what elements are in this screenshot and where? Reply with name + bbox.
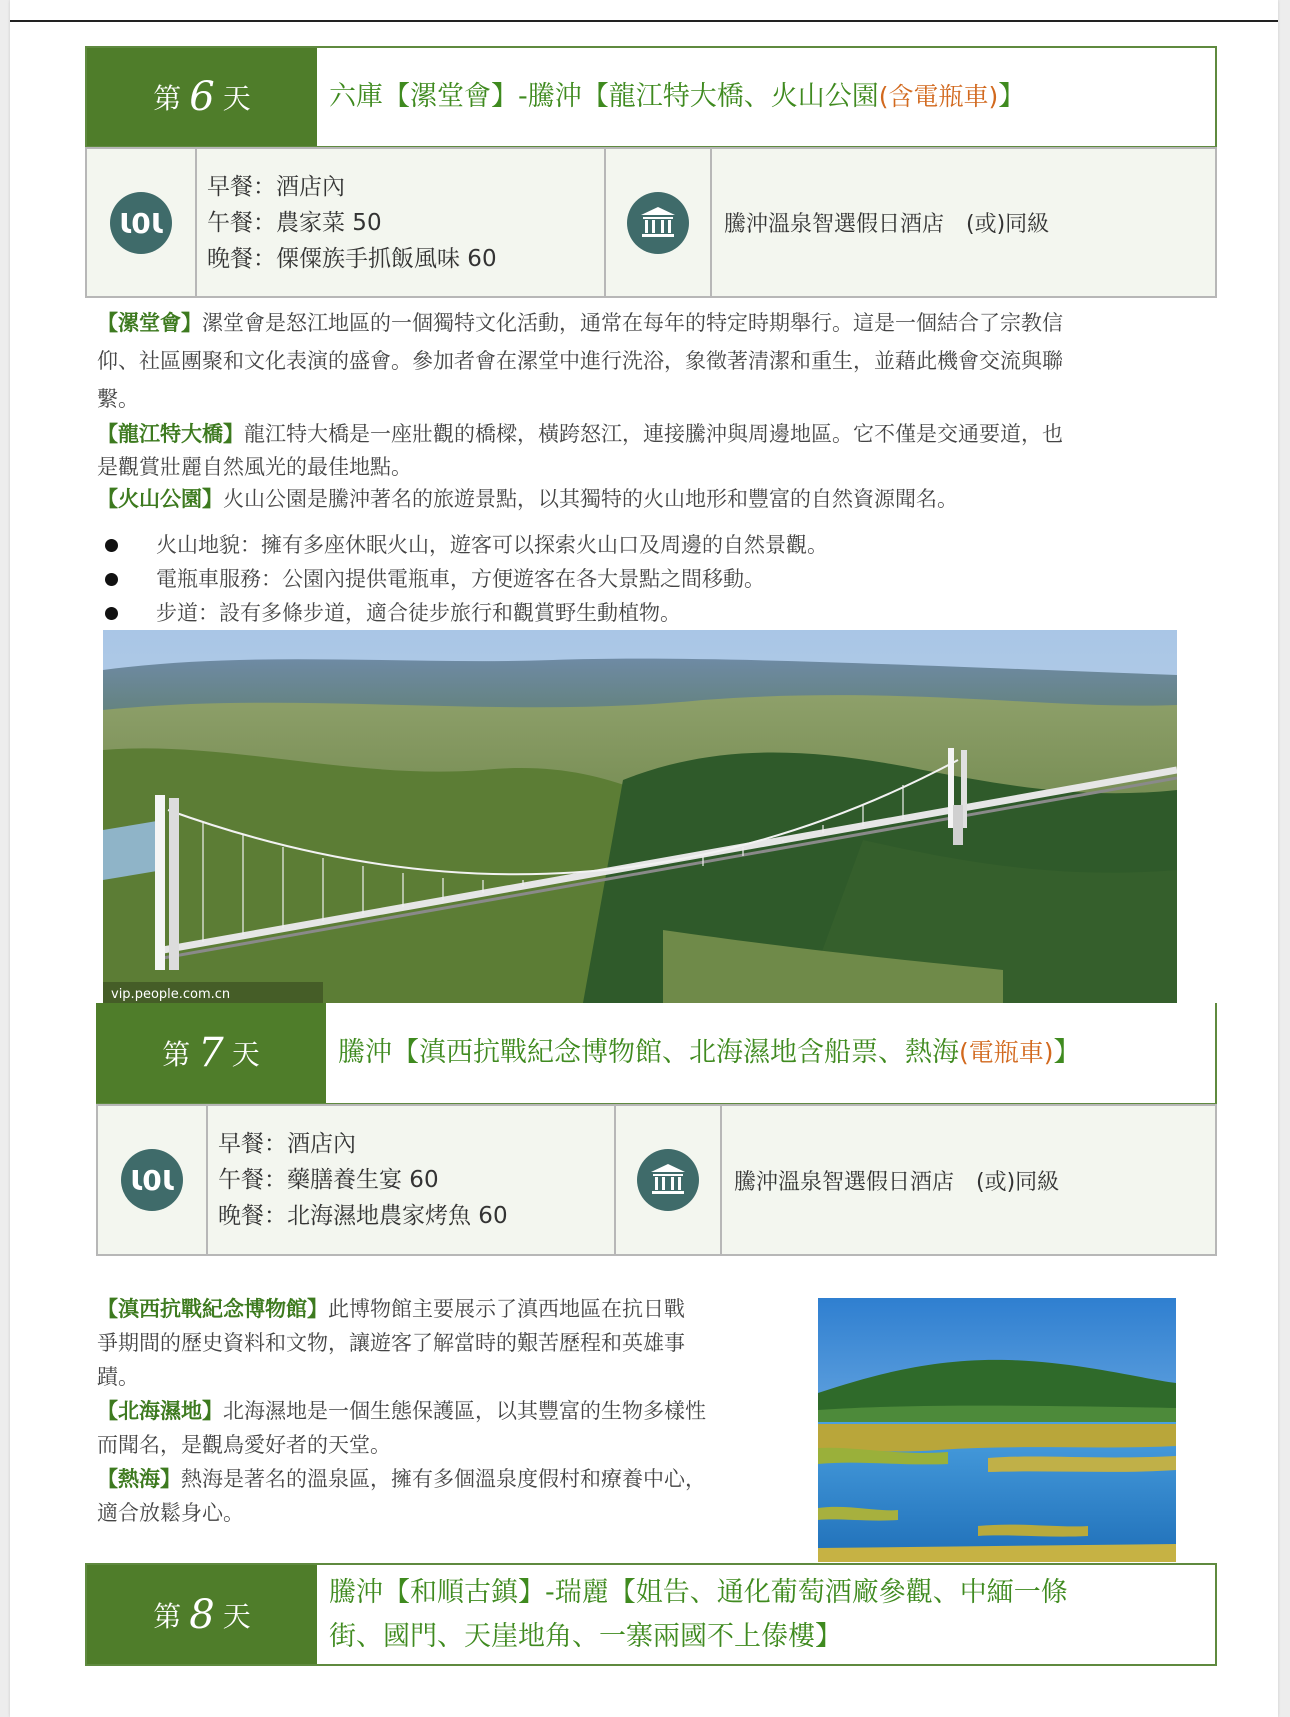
day7-breakfast: 早餐：酒店內 [218, 1131, 356, 1157]
day8-prefix: 第 [153, 1599, 182, 1633]
day7-title [326, 1003, 1215, 1103]
day8-header [85, 1563, 1217, 1666]
museum-icon [627, 192, 689, 254]
day6-desc1-line2: 仰、社區團聚和文化表演的盛會。參加者會在漯堂中進行洗浴，象徵著清潔和重生，並藉此機會交流與聯 [97, 349, 1063, 373]
day7-desc-line [97, 1292, 807, 1326]
svg-text:Ɩ0Ɩ: Ɩ0Ɩ [130, 1164, 174, 1197]
day7-desc1-line2: 爭期間的歷史資料和文物，讓遊客了解當時的艱苦歷程和英雄事 [97, 1331, 685, 1355]
bullet-dot [105, 607, 118, 620]
day8-title [317, 1565, 1215, 1664]
svg-text:Ɩ0Ɩ: Ɩ0Ɩ [119, 206, 163, 240]
day7-meals [208, 1106, 616, 1254]
day6-number: 6 [189, 74, 215, 120]
day6-hotel-icon-cell [606, 149, 712, 296]
day6-title-note: (含電瓶車) [878, 82, 999, 111]
day6-desc-line [97, 417, 1217, 452]
day7-lunch: 午餐：藥膳養生宴 60 [218, 1167, 439, 1193]
day7-desc1-head: 【滇西抗戰紀念博物館】 [97, 1297, 328, 1321]
day6-bullet-list [97, 528, 1197, 630]
day7-desc1-line1: 此博物館主要展示了滇西地區在抗日戰 [328, 1297, 685, 1321]
restaurant-icon [110, 192, 172, 254]
day6-desc-line [97, 482, 1217, 517]
day8-title-line1: 騰沖【和順古鎮】-瑞麗【姐告、通化葡萄酒廠參觀、中緬一條 [329, 1576, 1068, 1608]
museum-icon [637, 1149, 699, 1211]
day7-desc3-line2: 適合放鬆身心。 [97, 1501, 244, 1525]
day7-hotel-icon-cell [616, 1106, 722, 1254]
day6-desc1-line1: 漯堂會是怒江地區的一個獨特文化活動，通常在每年的特定時期舉行。這是一個結合了宗教信 [202, 311, 1063, 335]
day7-desc3-line1: 熱海是著名的溫泉區，擁有多個溫泉度假村和療養中心， [181, 1467, 706, 1491]
bullet-dot [105, 573, 118, 586]
list-item [97, 528, 1197, 562]
day6-title [317, 48, 1215, 146]
day6-meal-icon-cell [87, 149, 197, 296]
day6-header [85, 46, 1217, 148]
day6-prefix: 第 [153, 82, 182, 115]
day6-desc2-line1: 龍江特大橋是一座壯觀的橋樑，橫跨怒江，連接騰沖與周邊地區。它不僅是交通要道，也 [244, 422, 1063, 446]
day7-prefix: 第 [162, 1038, 191, 1071]
day6-dinner: 晚餐：傈僳族手抓飯風味 60 [207, 245, 497, 272]
day7-title-text: 騰沖【滇西抗戰紀念博物館、北海濕地含船票、熱海 [338, 1037, 959, 1068]
day7-suffix: 天 [231, 1038, 260, 1071]
day7-desc2-head: 【北海濕地】 [97, 1399, 223, 1423]
day7-header [96, 1003, 1217, 1105]
day7-desc-line [97, 1394, 807, 1428]
itinerary-page [10, 0, 1278, 1717]
day7-desc3-head: 【熱海】 [97, 1467, 181, 1491]
day7-desc2-line2: 而聞名，是觀鳥愛好者的天堂。 [97, 1433, 391, 1457]
day6-desc2-line2: 是觀賞壯麗自然風光的最佳地點。 [97, 455, 412, 479]
day7-title-end: 】 [1053, 1037, 1081, 1068]
day6-title-end: 】 [998, 81, 1026, 112]
day6-desc2-head: 【龍江特大橋】 [97, 422, 244, 446]
day7-meal-icon-cell [98, 1106, 208, 1254]
bullet-text: 步道：設有多條步道，適合徒步旅行和觀賞野生動植物。 [156, 601, 681, 625]
bullet-dot [105, 539, 118, 552]
day6-desc1-head: 【漯堂會】 [97, 311, 202, 335]
day6-desc3-line1: 火山公園是騰沖著名的旅遊景點，以其獨特的火山地形和豐富的自然資源聞名。 [223, 487, 958, 511]
day7-title-note: (電瓶車) [959, 1038, 1054, 1067]
bullet-text: 電瓶車服務：公園內提供電瓶車，方便遊客在各大景點之間移動。 [156, 567, 765, 591]
day8-title-line2: 街、國門、天崖地角、一寨兩國不上傣樓】 [329, 1620, 842, 1652]
day6-breakfast: 早餐：酒店內 [207, 173, 345, 200]
day6-info-table [85, 147, 1217, 298]
day7-desc2-line1: 北海濕地是一個生態保護區，以其豐富的生物多樣性 [223, 1399, 706, 1423]
list-item [97, 562, 1197, 596]
day6-title-text: 六庫【漯堂會】-騰沖【龍江特大橋、火山公園 [329, 81, 879, 112]
day6-desc-line [97, 306, 1217, 341]
day8-number: 8 [189, 1591, 215, 1638]
day6-description [97, 306, 1217, 517]
day6-hotel: 騰沖溫泉智選假日酒店 (或)同級 [724, 212, 1050, 237]
day6-meals [197, 149, 606, 296]
bullet-text: 火山地貌：擁有多座休眠火山，遊客可以探索火山口及周邊的自然景觀。 [156, 533, 828, 557]
day7-hotel: 騰沖溫泉智選假日酒店 (或)同級 [734, 1169, 1060, 1195]
photo-watermark: vip.people.com.cn [111, 987, 231, 1002]
restaurant-icon [121, 1149, 183, 1211]
day7-info-table [96, 1104, 1217, 1256]
day6-desc1-line3: 繫。 [97, 387, 139, 411]
day7-dinner: 晚餐：北海濕地農家烤魚 60 [218, 1203, 508, 1229]
list-item [97, 596, 1197, 630]
day8-suffix: 天 [222, 1599, 251, 1633]
day6-lunch: 午餐：農家菜 50 [207, 209, 382, 236]
top-divider [10, 20, 1278, 22]
day6-desc3-head: 【火山公園】 [97, 487, 223, 511]
day7-desc-line [97, 1462, 807, 1496]
wetland-photo [818, 1298, 1176, 1562]
day6-label [87, 48, 317, 146]
day7-label [96, 1003, 326, 1103]
day7-desc1-line3: 蹟。 [97, 1365, 139, 1389]
day6-suffix: 天 [222, 82, 251, 115]
day8-label [87, 1565, 317, 1664]
day7-description [97, 1292, 807, 1530]
bridge-photo [103, 630, 1177, 1003]
day7-number: 7 [198, 1030, 224, 1076]
